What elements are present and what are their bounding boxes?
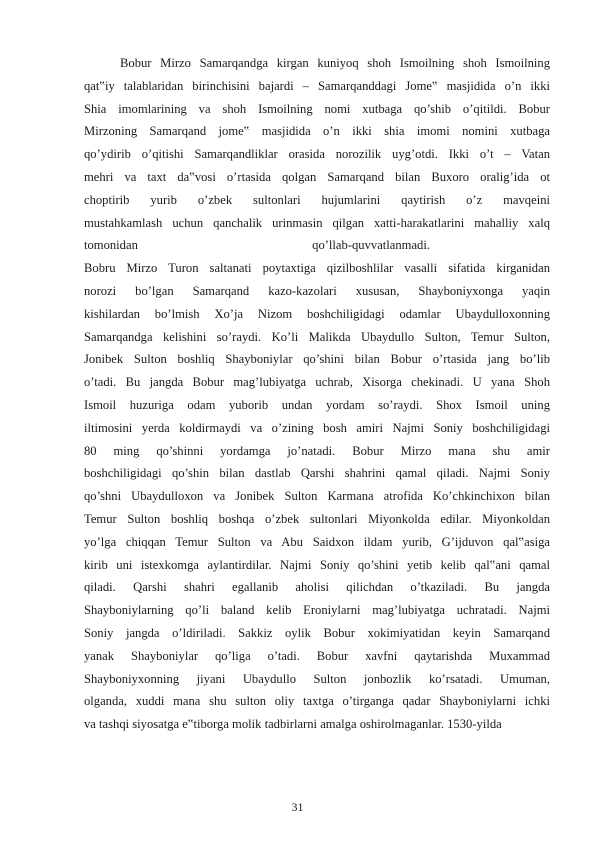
text-line: Bobru Mirzo Turon saltanati poytaxtiga qizilboshlilar vasalli sifatida kirganidan [84, 261, 550, 276]
text-line: va tashqi siyosatga e‟tiborga molik tadbirlarni amalga oshirolmaganlar. 1530-yilda [84, 717, 502, 732]
text-line: mehri va taxt da‟vosi o’rtasida qolgan Samarqand bilan Buxoro oralig’ida ot [84, 169, 550, 184]
text-line: Jonibek Sulton boshliq Shayboniylar qo’shini bilan Bobur o’rtasida jang bo’lib [84, 352, 550, 367]
text-line: kirib uni istexkomga aylantirdilar. Najmi Soniy qo’shini yetib kelib qal‟ani qamal [84, 557, 550, 572]
text-line: Samarqandga kelishini so’raydi. Ko’li Malikda Ubaydullo Sulton, Temur Sulton, [84, 329, 550, 344]
text-line: mustahkamlash uchun qanchalik urinmasin qilgan xatti-harakatlarini mahalliy xalq [84, 215, 550, 230]
text-line: Shayboniyxonning jiyani Ubaydullo Sulton jonbozlik ko’rsatadi. Umuman, [84, 671, 550, 686]
text-line: Ismoil huzuriga odam yuborib undan yordam so’raydi. Shox Ismoil uning [84, 397, 550, 412]
text-line: iltimosini yerda koldirmaydi va o’zining bosh amiri Najmi Soniy boshchiligidagi [84, 420, 550, 435]
text-line: Shia imomlarining va shoh Ismoilning nomi xutbaga qo’shib o’qitildi. Bobur [84, 101, 550, 116]
text-line: norozi bo’lgan Samarqand kazo-kazolari xususan, Shayboniyxonga yaqin [84, 283, 550, 298]
text-line: choptirib yurib o’zbek sultonlari hujumlarini qaytirish o’z mavqeini [84, 192, 550, 207]
document-body [84, 52, 550, 736]
text-line: Mirzoning Samarqand jome‟ masjidida o’n ikki shia imomi nomini xutbaga [84, 124, 550, 139]
text-line-split [84, 234, 550, 257]
text-line: Bobur Mirzo Samarqandga kirgan kuniyoq shoh Ismoilning shoh Ismoilning [120, 56, 550, 70]
text-line-split-right: qo’llab-quvvatlanmadi. [312, 238, 430, 253]
text-line: qo’ydirib o’qitishi Samarqandliklar orasida norozilik uyg’otdi. Ikki o’t – Vatan [84, 147, 550, 162]
text-line: o’tadi. Bu jangda Bobur mag’lubiyatga uchrab, Xisorga chekinadi. U yana Shoh [84, 375, 550, 390]
text-line: yo’lga chiqqan Temur Sulton va Abu Saidxon ildam yurib, G’ijduvon qal‟asiga [84, 534, 550, 549]
text-line: qat‟iy talablaridan birinchisini bajardi – Samarqanddagi Jome‟ masjidida o’n ikki [84, 78, 550, 93]
text-line: qo’shni Ubaydulloxon va Jonibek Sulton Karmana atrofida Ko’chkinchixon bilan [84, 489, 550, 504]
text-line: Shayboniylarning qo’li baland kelib Eroniylarni mag’lubiyatga uchratadi. Najmi [84, 603, 550, 618]
page-number: 31 [291, 800, 304, 814]
text-line: Temur Sulton boshliq boshqa o’zbek sultonlari Miyonkolda edilar. Miyonkoldan [84, 511, 550, 526]
text-line: yanak Shayboniylar qo’liga o’tadi. Bobur xavfni qaytarishda Muxammad [84, 648, 550, 663]
text-line: kishilardan bo’lmish Xo’ja Nizom boshchiligidagi odamlar Ubaydulloxonning [84, 306, 550, 321]
text-line: 80 ming qo’shinni yordamga jo’natadi. Bobur Mirzo mana shu amir [84, 443, 550, 458]
text-line: qiladi. Qarshi shahri egallanib aholisi qilichdan o’tkaziladi. Bu jangda [84, 580, 550, 595]
text-line: boshchiligidagi qo’shin bilan dastlab Qarshi shahrini qamal qiladi. Najmi Soniy [84, 466, 550, 481]
text-line: olganda, xuddi mana shu sulton oliy taxtga o’tirganga qadar Shayboniylarni ichki [84, 694, 550, 709]
text-line: Soniy jangda o’ldiriladi. Sakkiz oylik Bobur xokimiyatidan keyin Samarqand [84, 625, 550, 640]
text-line-split-left: tomonidan [84, 238, 138, 253]
